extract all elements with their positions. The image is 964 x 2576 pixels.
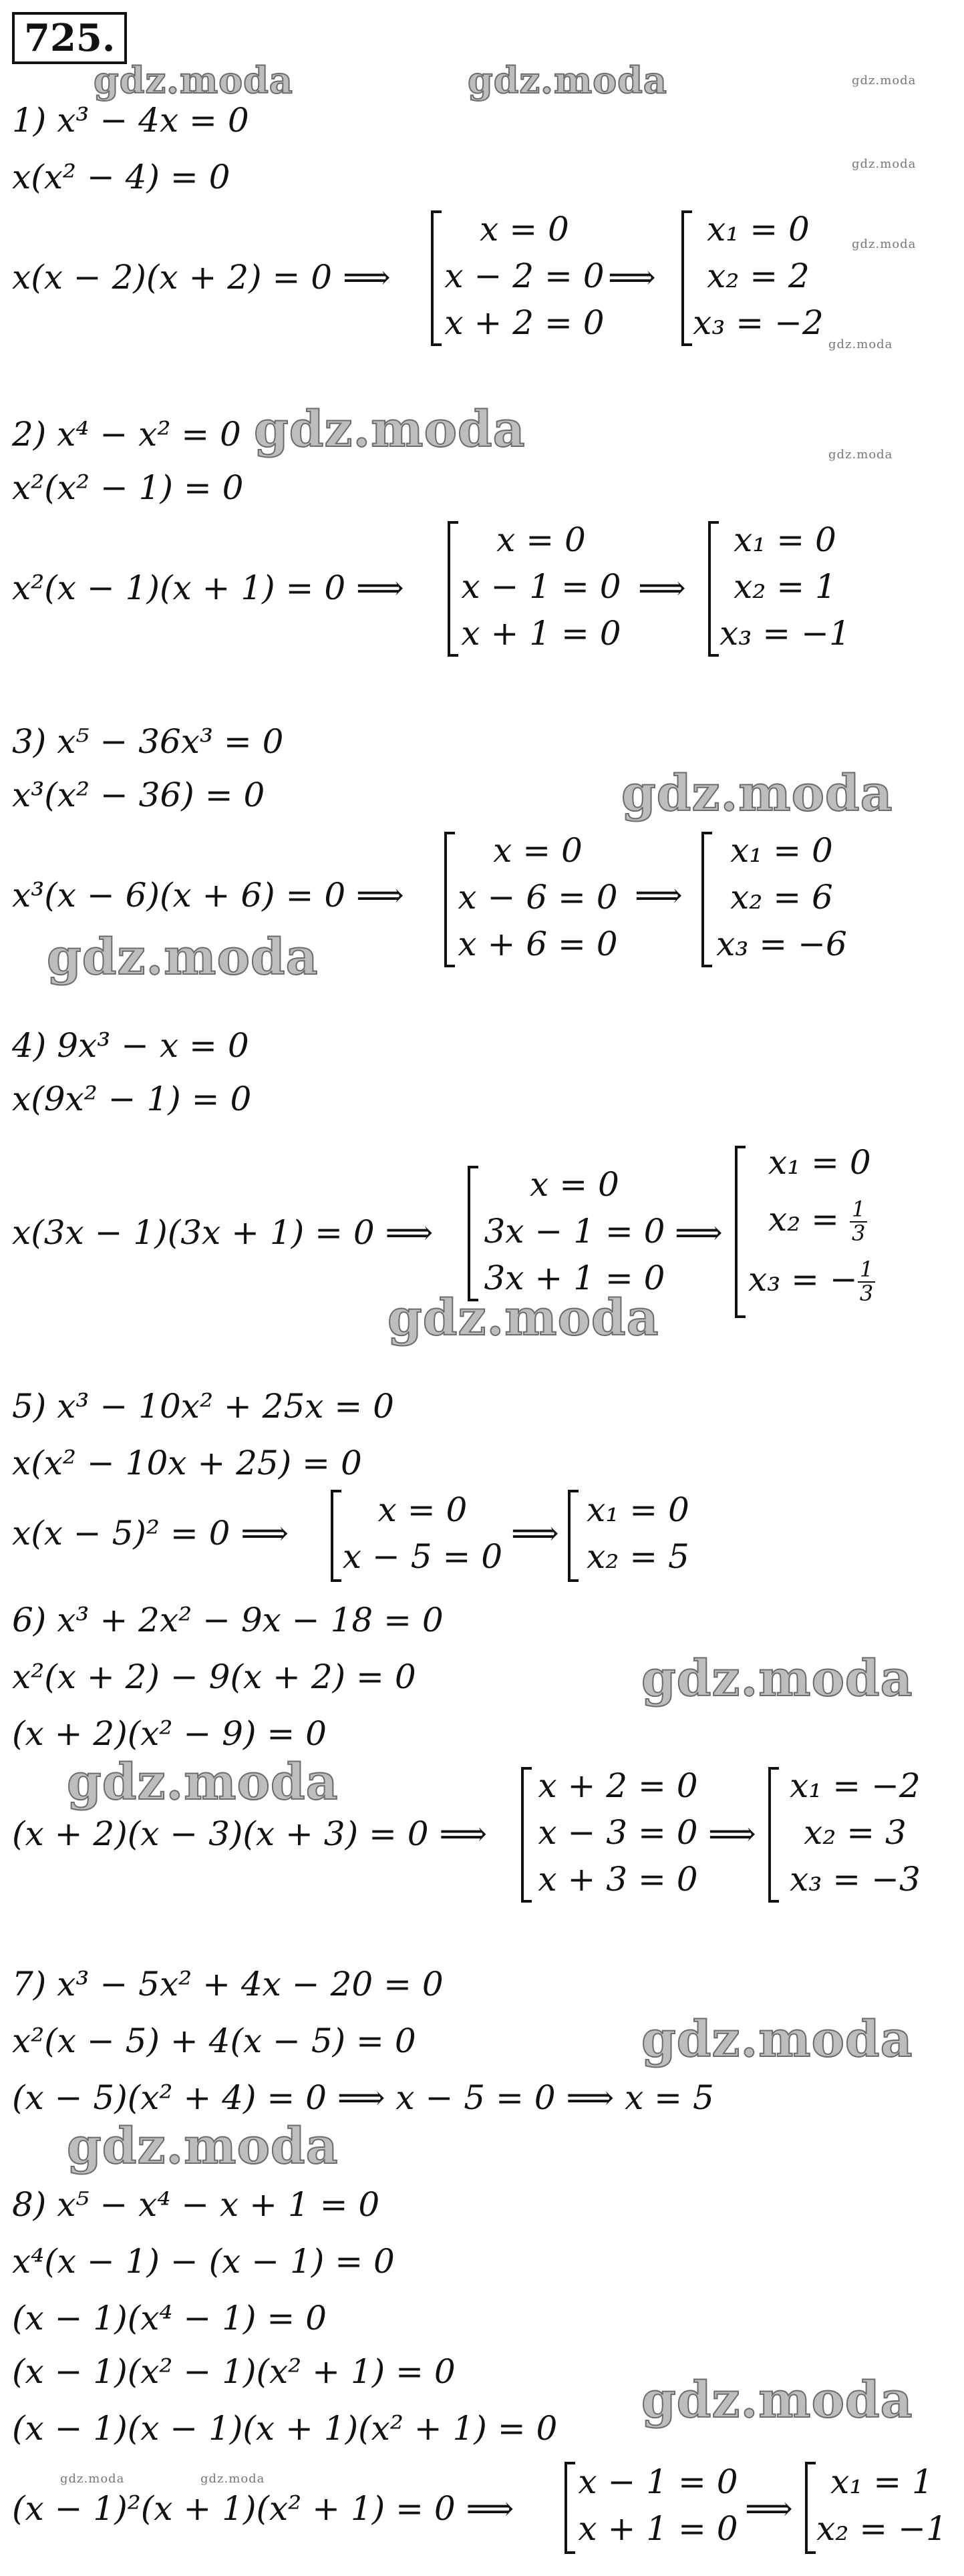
p4-implies-arrow: ⟹: [675, 1213, 723, 1252]
watermark: gdz.moda: [67, 2118, 339, 2175]
p4-line-1: 4) 9x³ − x = 0: [12, 1026, 249, 1065]
system-bracket: [331, 1490, 341, 1582]
p3-line-2: x³(x² − 36) = 0: [12, 776, 265, 814]
p1-line-2: x(x² − 4) = 0: [12, 158, 230, 196]
watermark: gdz.moda: [387, 1289, 659, 1347]
p8-system: x − 1 = 0 x + 1 = 0: [578, 2462, 738, 2548]
p1-implies-arrow: ⟹: [608, 258, 656, 297]
p5-line-3: x(x − 5)² = 0 ⟹: [12, 1514, 289, 1553]
exercise-number: 725.: [12, 12, 127, 64]
p8-line-4: (x − 1)(x² − 1)(x² + 1) = 0: [12, 2352, 456, 2391]
watermark-small: gdz.moda: [828, 448, 893, 462]
p8-line-6: (x − 1)²(x + 1)(x² + 1) = 0 ⟹: [12, 2489, 514, 2528]
system-bracket: [444, 832, 455, 967]
p2-line-1: 2) x⁴ − x² = 0: [12, 415, 241, 454]
system-bracket: [468, 1166, 478, 1301]
p3-line-1: 3) x⁵ − 36x³ = 0: [12, 722, 284, 761]
p4-line-3: x(3x − 1)(3x + 1) = 0 ⟹: [12, 1213, 434, 1252]
watermark: gdz.moda: [641, 2372, 913, 2429]
watermark-small: gdz.moda: [200, 2472, 265, 2486]
watermark: gdz.moda: [641, 1650, 913, 1708]
watermark-small: gdz.moda: [852, 237, 917, 251]
system-bracket: [565, 2462, 575, 2554]
p1-system: x = 0 x − 2 = 0 x + 2 = 0: [444, 210, 605, 342]
system-bracket: [768, 1767, 779, 1903]
p4-line-2: x(9x² − 1) = 0: [12, 1080, 252, 1118]
p8-roots: x₁ = 1 x₂ = −1: [816, 2462, 947, 2548]
p7-line-1: 7) x³ − 5x² + 4x − 20 = 0: [12, 1965, 444, 2003]
p3-roots: x₁ = 0 x₂ = 6 x₃ = −6: [716, 831, 847, 963]
p3-implies-arrow: ⟹: [635, 876, 683, 915]
p5-line-1: 5) x³ − 10x² + 25x = 0: [12, 1387, 394, 1426]
p8-implies-arrow: ⟹: [745, 2489, 793, 2528]
system-bracket: [448, 521, 458, 657]
watermark-small: gdz.moda: [852, 157, 917, 171]
p1-roots: x₁ = 0 x₂ = 2 x₃ = −2: [693, 210, 824, 342]
p4-root-1: x₁ = 0: [768, 1143, 871, 1182]
p2-line-3: x²(x − 1)(x + 1) = 0 ⟹: [12, 569, 404, 607]
watermark-small: gdz.moda: [852, 73, 917, 88]
p6-line-2: x²(x + 2) − 9(x + 2) = 0: [12, 1657, 416, 1696]
p1-line-1: 1) x³ − 4x = 0: [12, 101, 249, 140]
p4-system: x = 0 3x − 1 = 0 3x + 1 = 0: [484, 1165, 665, 1297]
system-bracket: [701, 832, 712, 967]
watermark: gdz.moda: [621, 765, 893, 822]
p3-system: x = 0 x − 6 = 0 x + 6 = 0: [458, 831, 618, 963]
p8-line-1: 8) x⁵ − x⁴ − x + 1 = 0: [12, 2185, 380, 2224]
p6-roots: x₁ = −2 x₂ = 3 x₃ = −3: [790, 1766, 921, 1899]
watermark: gdz.moda: [641, 2011, 913, 2068]
p5-system: x = 0 x − 5 = 0: [342, 1490, 503, 1576]
watermark-small: gdz.moda: [828, 337, 893, 351]
watermark: gdz.moda: [468, 59, 667, 102]
p5-roots: x₁ = 0 x₂ = 5: [587, 1490, 689, 1576]
watermark: gdz.moda: [47, 929, 319, 986]
system-bracket: [681, 210, 692, 346]
p2-implies-arrow: ⟹: [638, 569, 686, 607]
system-bracket: [431, 210, 442, 346]
system-bracket: [735, 1146, 746, 1318]
p3-line-3: x³(x − 6)(x + 6) = 0 ⟹: [12, 876, 404, 915]
system-bracket: [521, 1767, 532, 1903]
p5-line-2: x(x² − 10x + 25) = 0: [12, 1444, 362, 1482]
p6-system: x + 2 = 0 x − 3 = 0 x + 3 = 0: [538, 1766, 698, 1899]
p4-root-3: x₃ = − $\frac{1}{3}$: [748, 1253, 875, 1306]
p6-line-4: (x + 2)(x − 3)(x + 3) = 0 ⟹: [12, 1814, 488, 1853]
p1-line-3: x(x − 2)(x + 2) = 0 ⟹: [12, 258, 391, 297]
watermark: gdz.moda: [67, 1754, 339, 1811]
p8-line-5: (x − 1)(x − 1)(x + 1)(x² + 1) = 0: [12, 2409, 558, 2448]
p5-implies-arrow: ⟹: [511, 1514, 559, 1553]
p8-line-3: (x − 1)(x⁴ − 1) = 0: [12, 2299, 327, 2338]
p6-implies-arrow: ⟹: [708, 1814, 756, 1853]
p7-line-3: (x − 5)(x² + 4) = 0 ⟹ x − 5 = 0 ⟹ x = 5: [12, 2078, 714, 2117]
p4-root-2: x₂ = $\frac{1}{3}$: [768, 1192, 867, 1246]
p6-line-3: (x + 2)(x² − 9) = 0: [12, 1714, 327, 1753]
watermark: gdz.moda: [94, 59, 293, 102]
watermark-small: gdz.moda: [60, 2472, 125, 2486]
p2-line-2: x²(x² − 1) = 0: [12, 468, 244, 507]
system-bracket: [708, 521, 719, 657]
p8-line-2: x⁴(x − 1) − (x − 1) = 0: [12, 2242, 395, 2281]
p2-system: x = 0 x − 1 = 0 x + 1 = 0: [461, 520, 621, 653]
p2-roots: x₁ = 0 x₂ = 1 x₃ = −1: [719, 520, 850, 653]
p6-line-1: 6) x³ + 2x² − 9x − 18 = 0: [12, 1601, 444, 1639]
p7-line-2: x²(x − 5) + 4(x − 5) = 0: [12, 2022, 416, 2060]
watermark: gdz.moda: [254, 401, 526, 458]
